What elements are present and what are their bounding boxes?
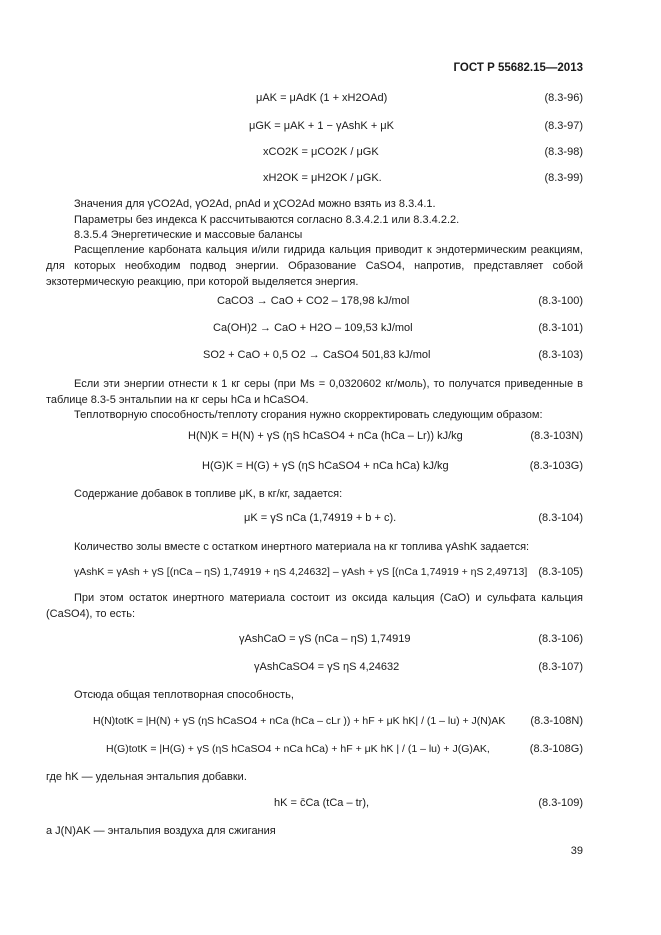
equation-104: μK = γS nCa (1,74919 + b + c).: [244, 512, 397, 524]
paragraph-params: Параметры без индекса К рассчитываются согласно 8.3.4.2.1 или 8.3.4.2.2.: [74, 214, 460, 226]
paragraph-air-enthalpy: а J(N)AK — энтальпия воздуха для сжигания: [46, 825, 276, 837]
paragraph-decomposition: Расщепление карбоната кальция и/или гидрида кальция приводит к эндотермическим реакциям, для которых необходим подвод энергии. Образование CaSO4, напротив, представляет собой экзотермическую реакцию, при которой выделяется энергия.: [46, 244, 583, 288]
reaction-103: SO2 + CaO + 0,5 O2 → CaSO4 501,83 kJ/mol: [203, 349, 431, 361]
section-heading-8-3-5-4: 8.3.5.4 Энергетические и массовые балансы: [74, 229, 303, 241]
equation-96: μAK = μAdK (1 + xH2OAd): [256, 92, 388, 104]
equation-103G: H(G)K = H(G) + γS (ηS hCaSO4 + nCa hCa) kJ/kg: [202, 460, 449, 472]
equation-105: γAshK = γAsh + γS [(nCa – ηS) 1,74919 + ηS 4,24632] – γAsh + γS [(nCa 1,74919 + ηS 2,49713]: [74, 566, 528, 578]
equation-106: γAshCaO = γS (nCa – ηS) 1,74919: [239, 633, 411, 645]
equation-number-100: (8.3-100): [538, 295, 583, 307]
paragraph-total: Отсюда общая теплотворная способность,: [74, 689, 294, 701]
equation-number-105: (8.3-105): [538, 566, 583, 578]
document-code: ГОСТ Р 55682.15—2013: [453, 62, 583, 74]
equation-number-106: (8.3-106): [538, 633, 583, 645]
equation-99: xH2OK = μH2OK / μGK.: [263, 172, 382, 184]
equation-number-108G: (8.3-108G): [529, 743, 583, 755]
equation-number-103N: (8.3-103N): [530, 430, 583, 442]
paragraph-correction: Теплотворную способность/теплоту сгорания нужно скорректировать следующим образом:: [74, 409, 543, 421]
equation-number-109: (8.3-109): [538, 797, 583, 809]
paragraph-where-hk: где hK — удельная энтальпия добавки.: [46, 771, 247, 783]
equation-number-101: (8.3-101): [538, 322, 583, 334]
equation-103N: H(N)K = H(N) + γS (ηS hCaSO4 + nCa (hCa – Lr)) kJ/kg: [188, 430, 463, 442]
equation-number-97: (8.3-97): [544, 120, 583, 132]
equation-number-104: (8.3-104): [538, 512, 583, 524]
equation-number-99: (8.3-99): [544, 172, 583, 184]
paragraph-residue: При этом остаток инертного материала состоит из оксида кальция (CaO) и сульфата кальция (CaSO4), то есть:: [46, 592, 583, 620]
paragraph-ash: Количество золы вместе с остатком инертного материала на кг топлива γAshK задается:: [74, 541, 530, 553]
equation-109: hK = c̄Ca (tCa – tr),: [274, 797, 370, 809]
equation-number-107: (8.3-107): [538, 661, 583, 673]
equation-97: μGK = μAK + 1 − γAshK + μK: [249, 120, 394, 132]
equation-108G: H(G)totK = |H(G) + γS (ηS hCaSO4 + nCa hCa) + hF + μK hK | / (1 – lu) + J(G)AK,: [106, 743, 490, 755]
reaction-100: CaCO3 → CaO + CO2 – 178,98 kJ/mol: [217, 295, 410, 307]
equation-98: xCO2K = μCO2K / μGK: [263, 146, 379, 158]
equation-108N: H(N)totK = |H(N) + γS (ηS hCaSO4 + nCa (hCa – cLr )) + hF + μK hK| / (1 – lu) + J(N)AK: [93, 715, 506, 727]
equation-number-98: (8.3-98): [544, 146, 583, 158]
paragraph-values: Значения для γCO2Ad, γO2Ad, ρnAd и χCO2Ad можно взять из 8.3.4.1.: [74, 198, 436, 210]
equation-number-96: (8.3-96): [544, 92, 583, 104]
page-number: 39: [570, 845, 583, 857]
paragraph-energies: Если эти энергии отнести к 1 кг серы (при Ms = 0,0320602 кг/моль), то получатся приведенные в таблице 8.3-5 энтальпии на кг серы hCa и hCaSO4.: [46, 378, 583, 406]
equation-number-103G: (8.3-103G): [529, 460, 583, 472]
paragraph-additives: Содержание добавок в топливе μK, в кг/кг, задается:: [74, 488, 343, 500]
equation-number-103: (8.3-103): [538, 349, 583, 361]
equation-number-108N: (8.3-108N): [530, 715, 583, 727]
reaction-101: Ca(OH)2 → CaO + H2O – 109,53 kJ/mol: [213, 322, 413, 334]
equation-107: γAshCaSO4 = γS ηS 4,24632: [254, 661, 400, 673]
